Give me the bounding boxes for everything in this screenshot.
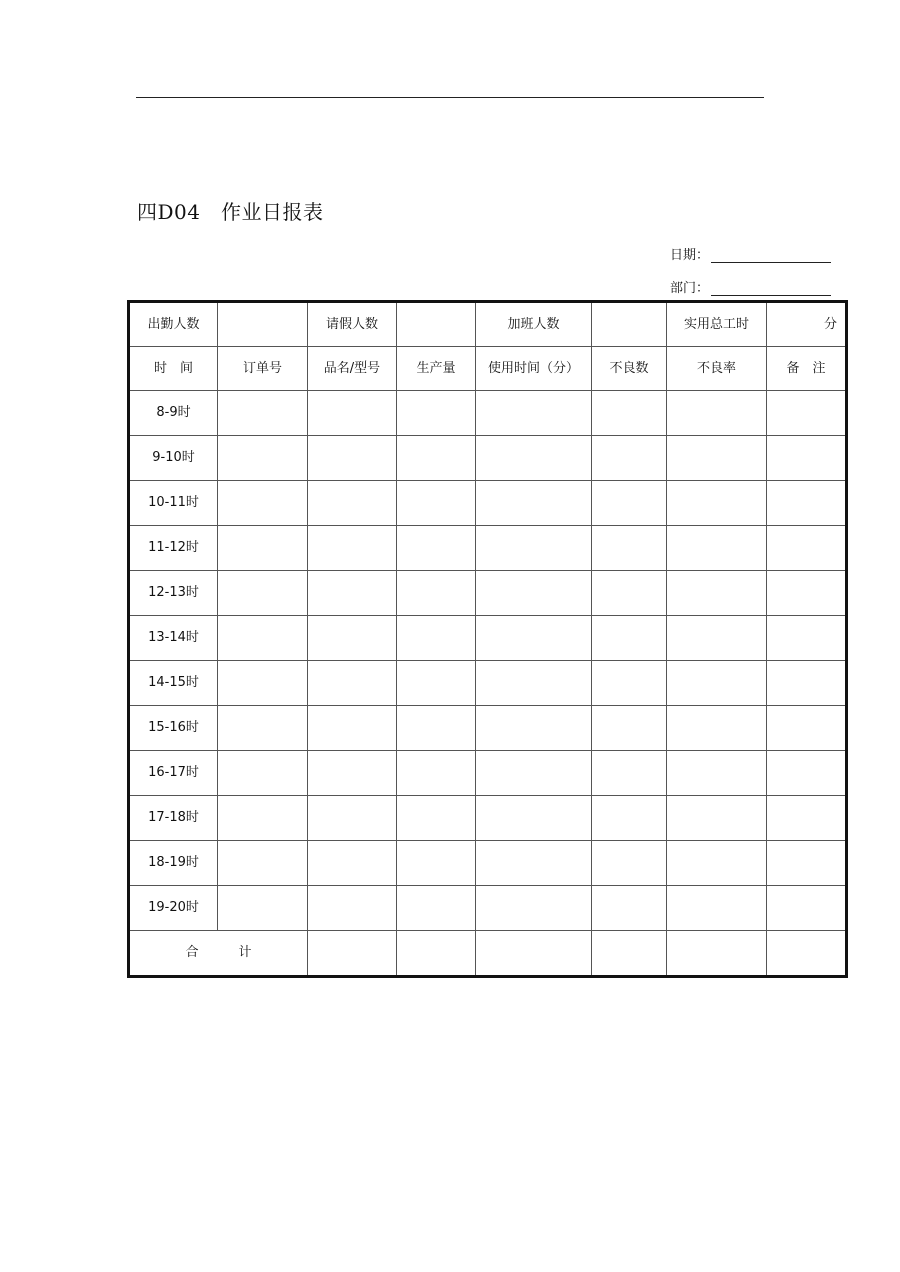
table-cell[interactable] [218, 886, 308, 931]
table-cell[interactable] [308, 526, 397, 571]
time-slot-label: 19-20时 [129, 886, 218, 931]
table-cell[interactable] [767, 841, 847, 886]
table-cell[interactable] [767, 436, 847, 481]
table-cell[interactable] [476, 391, 592, 436]
table-cell[interactable] [592, 526, 667, 571]
total-row [129, 931, 847, 977]
table-cell[interactable] [476, 481, 592, 526]
table-cell[interactable] [667, 886, 767, 931]
table-cell[interactable] [592, 706, 667, 751]
table-cell[interactable] [767, 796, 847, 841]
total-label-right: 计 [238, 945, 252, 960]
total-cell[interactable] [476, 931, 592, 977]
overtime-value[interactable] [592, 302, 667, 347]
table-cell[interactable] [476, 616, 592, 661]
table-cell[interactable] [667, 526, 767, 571]
table-cell[interactable] [767, 571, 847, 616]
table-row [129, 841, 847, 886]
table-cell[interactable] [308, 436, 397, 481]
table-row [129, 706, 847, 751]
col-defect-rate: 不良率 [667, 347, 767, 391]
time-slot-label: 9-10时 [129, 436, 218, 481]
table-row [129, 526, 847, 571]
table-cell[interactable] [218, 706, 308, 751]
table-cell[interactable] [308, 796, 397, 841]
table-cell[interactable] [592, 616, 667, 661]
overtime-label: 加班人数 [476, 302, 592, 347]
table-cell[interactable] [592, 481, 667, 526]
col-remarks: 备 注 [767, 347, 847, 391]
table-cell[interactable] [476, 706, 592, 751]
table-row [129, 571, 847, 616]
work-hours-minutes[interactable]: 分 [767, 302, 847, 347]
table-cell[interactable] [218, 751, 308, 796]
table-cell[interactable] [397, 616, 476, 661]
total-label [129, 931, 308, 977]
table-cell[interactable] [218, 571, 308, 616]
date-label: 日期： [669, 248, 709, 263]
time-slot-label: 18-19时 [129, 841, 218, 886]
table-cell[interactable] [476, 796, 592, 841]
table-row [129, 661, 847, 706]
table-cell[interactable] [308, 886, 397, 931]
table-cell[interactable] [476, 841, 592, 886]
table-cell[interactable] [476, 886, 592, 931]
table-cell[interactable] [218, 481, 308, 526]
table-cell[interactable] [767, 661, 847, 706]
table-cell[interactable] [667, 481, 767, 526]
summary-row [129, 302, 847, 347]
table-cell[interactable] [476, 751, 592, 796]
column-header-row [129, 347, 847, 391]
table-cell[interactable] [476, 436, 592, 481]
table-cell[interactable] [667, 841, 767, 886]
table-row [129, 481, 847, 526]
table-cell[interactable] [667, 616, 767, 661]
table-cell[interactable] [308, 706, 397, 751]
table-cell[interactable] [667, 706, 767, 751]
table-cell[interactable] [667, 751, 767, 796]
table-cell[interactable] [767, 481, 847, 526]
time-slot-label: 12-13时 [129, 571, 218, 616]
table-row [129, 616, 847, 661]
table-cell[interactable] [767, 706, 847, 751]
attendance-value[interactable] [218, 302, 308, 347]
table-cell[interactable] [767, 751, 847, 796]
document-title: 四D04 作业日报表 [137, 200, 324, 224]
total-label-left: 合 [185, 945, 199, 960]
table-cell[interactable] [667, 571, 767, 616]
table-cell[interactable] [592, 436, 667, 481]
table-cell[interactable] [218, 841, 308, 886]
table-cell[interactable] [308, 661, 397, 706]
col-defect-count: 不良数 [592, 347, 667, 391]
date-blank[interactable] [711, 248, 831, 263]
table-cell[interactable] [308, 751, 397, 796]
col-time: 时 间 [129, 347, 218, 391]
table-cell[interactable] [767, 616, 847, 661]
header-rule [136, 97, 764, 98]
table-row [129, 751, 847, 796]
daily-report-table [127, 300, 848, 978]
table-cell[interactable] [397, 706, 476, 751]
time-slot-label: 17-18时 [129, 796, 218, 841]
total-cell[interactable] [308, 931, 397, 977]
time-slot-label: 10-11时 [129, 481, 218, 526]
table-cell[interactable] [397, 751, 476, 796]
time-slot-label: 8-9时 [129, 391, 218, 436]
time-slot-label: 14-15时 [129, 661, 218, 706]
table-cell[interactable] [592, 796, 667, 841]
table-cell[interactable] [767, 886, 847, 931]
table-cell[interactable] [767, 526, 847, 571]
time-slot-label: 13-14时 [129, 616, 218, 661]
table-cell[interactable] [397, 481, 476, 526]
table-cell[interactable] [397, 796, 476, 841]
table-cell[interactable] [592, 661, 667, 706]
table-cell[interactable] [397, 526, 476, 571]
table-row [129, 796, 847, 841]
table-cell[interactable] [476, 661, 592, 706]
col-output: 生产量 [397, 347, 476, 391]
leave-label: 请假人数 [308, 302, 397, 347]
table-cell[interactable] [308, 841, 397, 886]
table-row [129, 886, 847, 931]
table-cell[interactable] [218, 796, 308, 841]
table-cell[interactable] [397, 391, 476, 436]
table-cell[interactable] [592, 571, 667, 616]
table-cell[interactable] [767, 391, 847, 436]
col-time-used: 使用时间（分） [476, 347, 592, 391]
time-slot-label: 11-12时 [129, 526, 218, 571]
table-cell[interactable] [397, 436, 476, 481]
table-cell[interactable] [218, 391, 308, 436]
total-cell[interactable] [767, 931, 847, 977]
table-row [129, 436, 847, 481]
time-slot-label: 15-16时 [129, 706, 218, 751]
col-order-no: 订单号 [218, 347, 308, 391]
table-cell[interactable] [218, 616, 308, 661]
table-cell[interactable] [218, 661, 308, 706]
table-cell[interactable] [476, 526, 592, 571]
table-cell[interactable] [308, 571, 397, 616]
table-cell[interactable] [667, 391, 767, 436]
table-row [129, 391, 847, 436]
table-cell[interactable] [397, 661, 476, 706]
table-cell[interactable] [397, 571, 476, 616]
table-cell[interactable] [397, 841, 476, 886]
table-cell[interactable] [667, 796, 767, 841]
work-hours-label: 实用总工时 [667, 302, 767, 347]
date-field [670, 244, 831, 263]
attendance-label: 出勤人数 [129, 302, 218, 347]
table-cell[interactable] [667, 661, 767, 706]
table-cell[interactable] [592, 751, 667, 796]
total-cell[interactable] [592, 931, 667, 977]
department-field [670, 277, 831, 296]
table-cell[interactable] [397, 886, 476, 931]
department-blank[interactable] [711, 281, 831, 296]
table-cell[interactable] [592, 391, 667, 436]
total-cell[interactable] [397, 931, 476, 977]
table-cell[interactable] [218, 526, 308, 571]
table-cell[interactable] [308, 616, 397, 661]
table-cell[interactable] [592, 841, 667, 886]
total-cell[interactable] [667, 931, 767, 977]
table-cell[interactable] [592, 886, 667, 931]
table-cell[interactable] [308, 481, 397, 526]
col-product-model: 品名/型号 [308, 347, 397, 391]
time-slot-label: 16-17时 [129, 751, 218, 796]
table-cell[interactable] [218, 436, 308, 481]
department-label: 部门： [669, 281, 709, 296]
leave-value[interactable] [397, 302, 476, 347]
table-cell[interactable] [476, 571, 592, 616]
table-cell[interactable] [308, 391, 397, 436]
table-cell[interactable] [667, 436, 767, 481]
